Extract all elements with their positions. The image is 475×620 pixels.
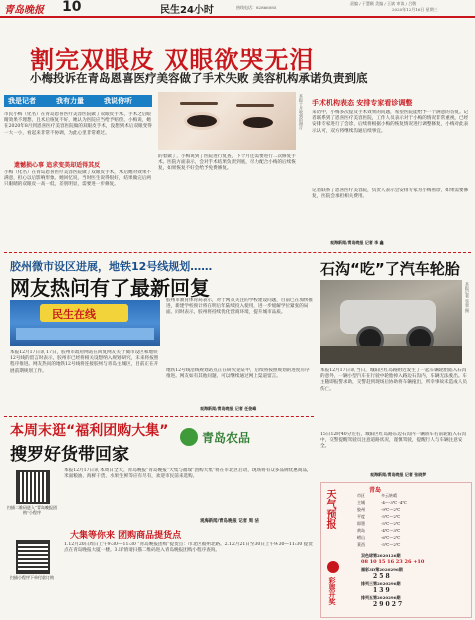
w-area-7: 莱西	[357, 542, 365, 547]
divider-2	[4, 416, 314, 417]
article3-subhead: 大集等你来 团购商品提货点	[70, 531, 182, 541]
w-val-2: -9℃～2℃	[381, 507, 401, 512]
w-area-3: 平度	[357, 514, 365, 519]
editors-line: 责编 / 于慧颖 美编 / 王斌 审读 / 吕敬	[350, 1, 417, 6]
article3-reporter: 观海新闻/青岛晚报 记者 周 洁	[200, 519, 259, 524]
w-area-2: 胶州	[357, 507, 365, 512]
lottery-nums-4: 2 9 0 2 7	[373, 601, 403, 608]
lottery-nums-1: 08 10 15 16 23 26 +10	[361, 559, 425, 565]
lottery-icon	[327, 561, 339, 573]
lead-photo-caption: 本报十月收到的照片	[299, 94, 304, 130]
stamp-text: 民生在线	[52, 308, 96, 321]
w-area-4: 即墨	[357, 521, 365, 526]
qr1-caption: 扫描二维码进入“青岛晚报团购”小程序	[6, 505, 58, 516]
qr2-caption: 扫描小程序下单付款订购	[10, 575, 54, 580]
logo-text: 青岛农品	[202, 431, 251, 445]
weather-box	[320, 482, 472, 618]
w-area-0: 市区	[357, 493, 365, 498]
w-val-4: -5℃～2℃	[381, 521, 401, 526]
tag-1: 我是记者	[8, 97, 36, 105]
leaf-icon	[180, 428, 198, 446]
qingdao-agri-logo	[180, 424, 290, 450]
lottery-nums-3: 1 3 9	[373, 587, 390, 594]
lead-col1-body: 小梅（化名）在青岛恩喜医疗美容医院做了双眼皮手术，术后她对效果不满意，担心以后影响形象。她回忆说，当时医生说得很好，结果做完后两只眼睛的双眼皮一高一低，差别明显，需要进一步修复。	[4, 170, 152, 188]
lead-reporter: 观海新闻/青岛晚报 记者 李 鑫	[330, 240, 384, 245]
left-eye-icon	[184, 112, 220, 130]
weather-title: 天气预报	[324, 489, 335, 529]
tag-3: 我说你听	[104, 97, 132, 105]
lottery-title-2: 福彩3D第2020296期	[361, 567, 403, 572]
stone-ditch	[320, 346, 462, 364]
lead-col2: 的着做了，小梅说到了医院进行复查，下个月还需要进行二次修复手术。医院方面表示，会对手术结果负责到底，尽力配合小梅的后续恢复，如果恢复不好会给予免费修复。	[158, 154, 296, 172]
right-eye-icon	[240, 114, 276, 131]
article3-headline: 搜罗好货带回家	[10, 445, 129, 465]
lead-photo	[158, 92, 296, 150]
article3-title: 本周末逛“福利团购大集”	[10, 423, 169, 439]
w-area-1: 主城	[357, 500, 365, 505]
qr-code-2[interactable]	[16, 540, 50, 574]
photo-bar	[16, 328, 154, 340]
lead-tag-bar	[4, 95, 152, 107]
weather-city: 青岛	[369, 487, 382, 494]
lead-col3: 采访中，小梅多次提及手术效果的问题，希望医院能给予一个满意的答复。记者联系到了恩喜医疗美容医院，工作人员表示对于小梅的情况非常重视，已经安排专家进行了会诊，后续将根据小梅的恢复情况进行调整修复，小梅对此表示认可，双方将继续沟通后续事宜。	[312, 110, 469, 134]
qr-code-1[interactable]	[16, 470, 50, 504]
brow-left	[180, 102, 218, 105]
w-val-6: -6℃～2℃	[381, 535, 401, 540]
issue-date: 2020年12月16日 星期三	[392, 7, 438, 12]
article4-body2: 15日12时40分左右，城阳区红岛路东边石沟内一辆轿车右前轮陷入石沟中，交警提醒驾驶员注意道路状况，谨慎驾驶，提醒行人与车辆注意安全。	[320, 432, 467, 450]
header-rule	[0, 16, 475, 18]
article2-title: 胶州微市设区进展，地铁12号线规划……	[10, 260, 213, 273]
article2-body1: 本报12月17日讯 17日，胶州市政府网站在回复网友关于微市设区和地铁12号线的留言时表示，胶州市已经将相关设想纳入规划研究，未来将按照程序推进。网友热问的地铁12号线将连接胶州与青岛主城区，目前正在开展前期规划工作。	[10, 350, 159, 374]
article2-photo	[10, 300, 160, 346]
article2-body2: 胶州市教育体育局表示，对于网友关注的学校建设问题，目前已在加快推进，新建学校预计将在明后年陆续投入使用，进一步缓解学位紧张的局面。同时表示，胶州将持续优化营商环境，提升城市品质。	[166, 298, 314, 316]
w-area-6: 崂山	[357, 535, 365, 540]
section-title: 民生24小时	[160, 5, 214, 16]
hotline: 热线电话：82866085	[236, 5, 277, 10]
lead-col3-heading: 手术机构表态 安排专家看诊调整	[312, 99, 413, 107]
article2-reporter: 观海新闻/青岛晚报 记者 任俊峰	[200, 406, 257, 411]
article4-reporter: 观海新闻/青岛晚报 记者 张晓梦	[370, 472, 427, 477]
article4-photo	[320, 280, 462, 364]
lead-title: 割完双眼皮 双眼欲哭无泪	[30, 46, 315, 74]
w-val-3: -5℃～2℃	[381, 514, 401, 519]
brow-right	[236, 104, 274, 107]
lottery-title-3: 排列三第2020296期	[361, 581, 401, 586]
w-area-5: 黄岛	[357, 528, 365, 533]
page-number: 10	[62, 0, 82, 15]
lead-col1-heading: 遗憾损心事 追求变美却适得其反	[14, 162, 101, 169]
lottery-nums-2: 2 5 8	[373, 573, 390, 580]
w-val-5: -4℃～3℃	[381, 528, 401, 533]
tag-2: 我有力量	[56, 97, 84, 105]
article2-headline: 网友热问有了最新回复	[10, 276, 210, 300]
lead-subtitle: 小梅投诉在青岛恩喜医疗美容做了手术失败 美容机构承诺负责到底	[30, 71, 368, 85]
article4-title: 石沟“吃”了汽车轮胎	[320, 260, 460, 278]
divider-1	[4, 252, 471, 253]
w-val-7: -5℃～2℃	[381, 542, 401, 547]
article4-photo-caption: 本报记者 蔡荣 摄	[465, 282, 470, 313]
lead-col3-body: 记者联系了恩喜医疗美容院，负责人表示会安排专家为小梅看诊，如果需要修复，医院会承担相关费用。	[312, 188, 469, 200]
lottery-title-4: 排列五第2020296期	[361, 595, 401, 600]
lottery-title-1: 双色球第2020126期	[361, 553, 401, 558]
article3-body2: 1.12月20日周日上午9:30—11:30 “青岛晚报团购”提货点：市北区福州北路。2.12月21日至30日上午9:30—11:30 提货点在青岛晚报大厦一楼。3.详情请扫描二维码进入青岛晚报团购小程序查询。	[64, 542, 313, 554]
masthead	[0, 0, 475, 14]
article4-body: 本报12月17日讯 当日，城阳区红岛路附近发生了一起车辆轮胎陷入石沟的意外，一辆小型汽车在行驶中轮胎掉入路边石沟内，车辆无法驶出。车主随即报警求助，交警赶到现场后协助将车辆拖出，所幸事故未造成人员伤亡。	[320, 368, 468, 392]
lead-col1: 市民小梅（化名）在青岛恩喜医疗美容医院做了双眼皮手术，手术之后眼睛效果不理想，且术后恢复不好，她认为医院应当给予赔偿。小梅说，她在2020年8月到恩喜医疗美容医院做的双眼皮手术，没想到术后双眼变得一大一小，看起来非常不协调，为此心里非常难过。	[4, 112, 152, 136]
lottery-brand: 彩票开奖	[328, 577, 337, 605]
newspaper-logo: 青岛晚报	[4, 5, 44, 16]
w-val-0: 多云转晴	[381, 493, 397, 498]
w-val-1: -4～-3℃ -4℃	[381, 500, 407, 505]
article2-body3: 地铁12号线沿线规划站点正在研究论证中，后续将按照规划的进度有序推进。网友如有其他问题，可以继续通过网上渠道留言。	[166, 368, 310, 380]
article3-body: 本报12月17日讯 本周日全天，青岛晚报“青岛晚报”大集与福瑞“团购大集”将在市北区启动，现场将有众多品牌优惠商品，米面粮油、海鲜干货、水果生鲜等应有尽有，欢迎市民前来选购。	[64, 468, 312, 480]
